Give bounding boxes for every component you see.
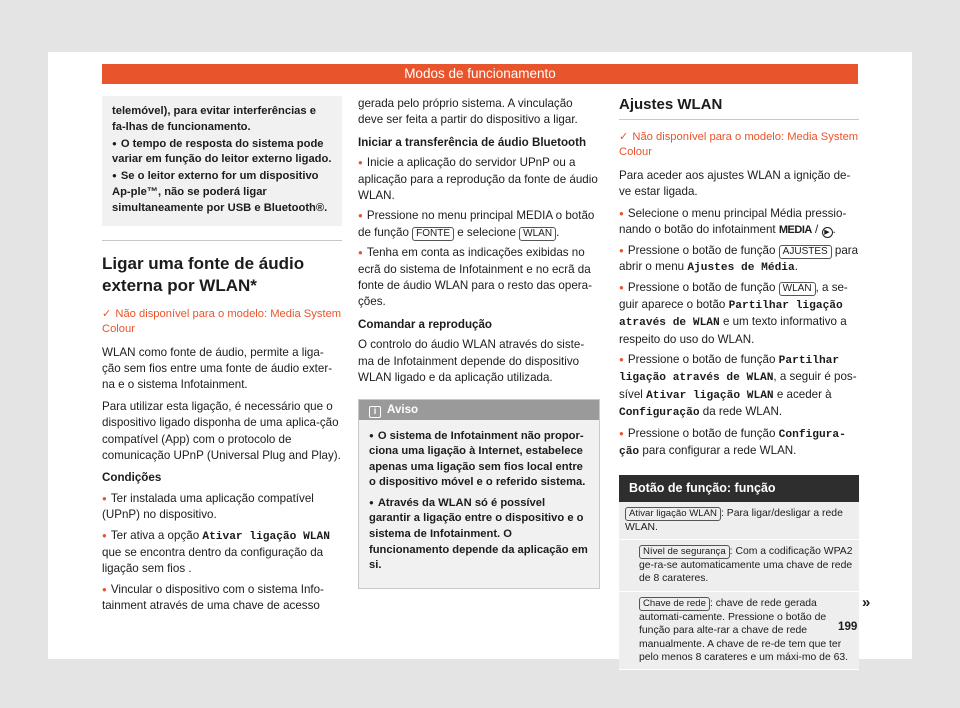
list-item (102, 528, 342, 578)
menu-name: Ajustes de Média (687, 262, 795, 275)
table-header: Botão de função: função (619, 475, 859, 502)
text: . (556, 225, 560, 239)
row-text: : chave de rede gerada automati-camente. Pressione o botão de função para alte-rar a chave de rede manualmente. A chave de re-de tem que ter pelo menos 8 carateres e um máxi-mo de 63. (639, 597, 849, 663)
list-item: ● Vincular o dispositivo com o sistema Info-tainment através de uma chave de acesso (102, 582, 342, 615)
section-title: Ligar uma fonte de áudio externa por WLAN* (102, 253, 305, 295)
play-circle-icon: ▶ (822, 227, 833, 238)
row-text: : Para ligar/desligar a rede WLAN. (625, 507, 843, 533)
steps-list (358, 155, 600, 311)
text: Pressione o botão de função (627, 426, 779, 440)
note-line: telemóvel), para evitar interferências e fa-lhas de funcionamento. (112, 105, 316, 133)
function-key: Ativar ligação WLAN (625, 507, 721, 521)
warning-body (359, 420, 599, 588)
list-item (619, 352, 859, 422)
text: Pressione o botão de função (627, 243, 779, 257)
check-icon: ✓ (102, 307, 112, 320)
text: Selecione o menu principal Média pressio-nando o botão do infotainment (619, 206, 847, 237)
conditions-list (102, 491, 342, 615)
list-item (619, 243, 859, 277)
function-table (619, 475, 859, 671)
availability-note (619, 130, 859, 160)
info-icon: i (369, 406, 381, 418)
text: Ter ativa a opção (110, 528, 203, 542)
note-line: ● O tempo de resposta do sistema pode variar em função do leitor externo ligado. (112, 136, 332, 169)
row-text: : Com a codificação WPA2 ge-ra-se automaticamente uma chave de rede de 8 carateres. (639, 545, 853, 585)
function-key-wlan: WLAN (519, 227, 556, 241)
paragraph: Para utilizar esta ligação, é necessário que o dispositivo ligado disponha de uma aplica-ção compatível (App) com o protocolo de comunicação UPnP (Universal Plug and Play). (102, 399, 341, 463)
paragraph: WLAN como fonte de áudio, permite a liga-ção sem fios entre uma fonte de áudio exter-na e o sistema Infotainment. (102, 345, 333, 392)
continue-marker: » (862, 594, 871, 611)
steps-list (619, 206, 859, 461)
text: . (832, 223, 836, 237)
table-row (619, 540, 859, 592)
text: para configurar a rede WLAN. (639, 444, 797, 458)
list-item: ● Tenha em conta as indicações exibidas no ecrã do sistema de Infotainment e no ecrã da fonte de áudio WLAN para o resto das opera-ções. (358, 245, 600, 311)
availability-note (102, 307, 342, 337)
text: , a seguir é pos-sível (619, 370, 857, 401)
text: Pressione o botão de função (627, 281, 779, 295)
list-item (358, 208, 600, 241)
button-name: Partilhar ligação através de WLAN (619, 355, 840, 385)
function-key-fonte: FONTE (412, 227, 454, 241)
column-right (619, 96, 859, 670)
subheading: Condições (102, 471, 162, 485)
paragraph: gerada pelo próprio sistema. A vinculação deve ser feita a partir do dispositivo a ligar. (358, 97, 578, 127)
menu-name: Configuração (619, 407, 700, 420)
text: . (794, 260, 798, 274)
text: / (811, 223, 822, 237)
subheading: Comandar a reprodução (358, 317, 493, 331)
text: e um texto informativo a respeito do uso do WLAN. (619, 315, 847, 346)
function-key: Nível de segurança (639, 545, 730, 559)
function-key: Chave de rede (639, 597, 710, 611)
page-number: 199 (838, 620, 858, 633)
column-middle (358, 96, 600, 589)
list-item (619, 426, 859, 461)
text: que se encontra dentro da configuração da ligação sem fios . (102, 546, 324, 576)
paragraph: Para aceder aos ajustes WLAN a ignição de-ve estar ligada. (619, 169, 851, 199)
media-icon: MEDIA (778, 224, 812, 237)
list-item (619, 280, 859, 348)
text: para abrir o menu (619, 243, 859, 274)
text: e aceder à (773, 387, 832, 401)
list-item: ● Ter instalada uma aplicação compatível (UPnP) no dispositivo. (102, 491, 342, 524)
column-left (102, 96, 342, 619)
note-continuation (102, 96, 342, 226)
section-heading-wrap (102, 240, 342, 297)
button-name: Partilhar ligação através de WLAN (619, 299, 843, 330)
warning-header (359, 400, 599, 420)
function-key-wlan: WLAN (779, 282, 816, 296)
button-name: Configura-ção (619, 428, 846, 459)
list-item: ● Inicie a aplicação do servidor UPnP ou a aplicação para a reprodução da fonte de áudio WLAN. (358, 155, 600, 204)
text: Pressione o botão de função (627, 353, 779, 367)
availability-text: Não disponível para o modelo: Media System Colour (102, 307, 342, 335)
warning-box (358, 399, 600, 589)
text: da rede WLAN. (699, 405, 783, 419)
text: e selecione (454, 225, 520, 239)
warning-title: Aviso (387, 402, 419, 416)
table-row (619, 502, 859, 540)
availability-text: Não disponível para o modelo: Media System Colour (619, 131, 859, 158)
section-title: Ajustes WLAN (619, 96, 859, 120)
check-icon: ✓ (619, 131, 629, 143)
list-item (619, 206, 859, 239)
option-name: Ativar ligação WLAN (202, 530, 330, 543)
text: , a se-guir aparece o botão (619, 281, 848, 311)
function-key-ajustes: AJUSTES (779, 245, 832, 259)
chapter-header: Modos de funcionamento (102, 64, 858, 84)
table-row (619, 592, 859, 671)
warning-item: ● O sistema de Infotainment não propor-ciona uma ligação à Internet, estabelece apenas uma ligação sem fios local entre o dispositivo móvel e o referido sistema. (369, 428, 589, 491)
option-name: Ativar ligação WLAN (646, 389, 774, 402)
paragraph: O controlo do áudio WLAN através do siste-ma de Infotainment depende do dispositivo WLAN ligado e da aplicação utilizada. (358, 338, 585, 385)
note-line: ● Se o leitor externo for um dispositivo Ap-ple™, não se poderá ligar simultaneamente por USB e Bluetooth®. (112, 168, 332, 216)
warning-item: ● Através da WLAN só é possível garantir a ligação entre o dispositivo e o sistema de Infotainment. O funcionamento depende da aplicação em si. (369, 495, 589, 574)
subheading: Iniciar a transferência de áudio Bluetooth (358, 135, 587, 149)
text: Pressione no menu principal MEDIA o botão de função (358, 209, 595, 239)
